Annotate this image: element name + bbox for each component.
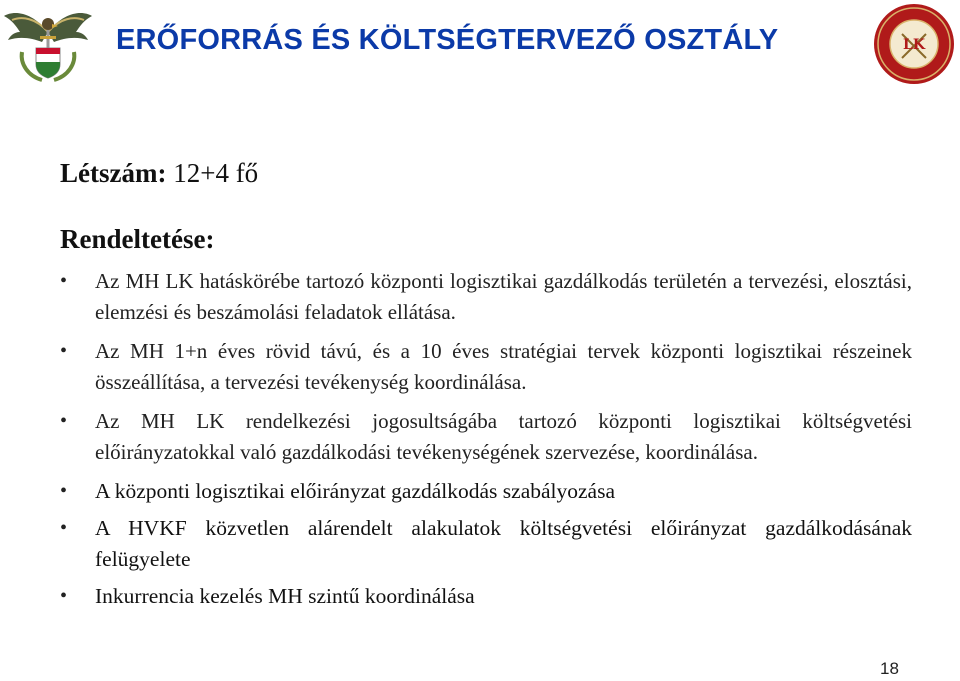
eagle-crest-icon [2, 2, 94, 84]
list-item [60, 406, 912, 468]
bullet-icon: • [60, 270, 68, 292]
page-title: ERŐFORRÁS ÉS KÖLTSÉGTERVEZŐ OSZTÁLY [116, 24, 779, 56]
seal-monogram: LK [902, 37, 926, 53]
list-item-text: A HVKF közvetlen alárendelt alakulatok költségvetési előirányzat gazdálkodásának felügyelete [95, 516, 912, 571]
page-number: 18 [880, 659, 899, 678]
list-item-text: Inkurrencia kezelés MH szintű koordinálása [95, 584, 475, 608]
logistics-seal-icon [872, 2, 956, 86]
list-item-text: A központi logisztikai előirányzat gazdálkodás szabályozása [95, 479, 615, 503]
slide-header [0, 0, 960, 88]
list-item-text: Az MH LK rendelkezési jogosultságába tartozó központi logisztikai költségvetési előirányzatokkal való gazdálkodási tevékenységének szervezése, koordinálása. [95, 409, 912, 464]
staff-count [60, 158, 258, 189]
purpose-heading: Rendeltetése: [60, 224, 215, 254]
bullet-icon: • [60, 410, 68, 432]
list-item-text: Az MH 1+n éves rövid távú, és a 10 éves stratégiai tervek központi logisztikai részeinek összeállítása, a tervezési tevékenység koordinálása. [95, 339, 912, 394]
list-item [60, 336, 912, 398]
list-item [60, 266, 912, 328]
bullet-icon: • [60, 480, 68, 502]
bullet-icon: • [60, 340, 68, 362]
staff-label: Létszám: [60, 158, 167, 188]
bullet-icon: • [60, 585, 68, 607]
list-item [60, 513, 912, 575]
list-item [60, 581, 912, 612]
purpose-list [60, 266, 912, 620]
staff-value: 12+4 fő [173, 158, 259, 188]
bullet-icon: • [60, 517, 68, 539]
list-item-text: Az MH LK hatáskörébe tartozó központi logisztikai gazdálkodás területén a tervezési, elosztási, elemzési és beszámolási feladatok ellátása. [95, 269, 912, 324]
list-item [60, 476, 912, 507]
